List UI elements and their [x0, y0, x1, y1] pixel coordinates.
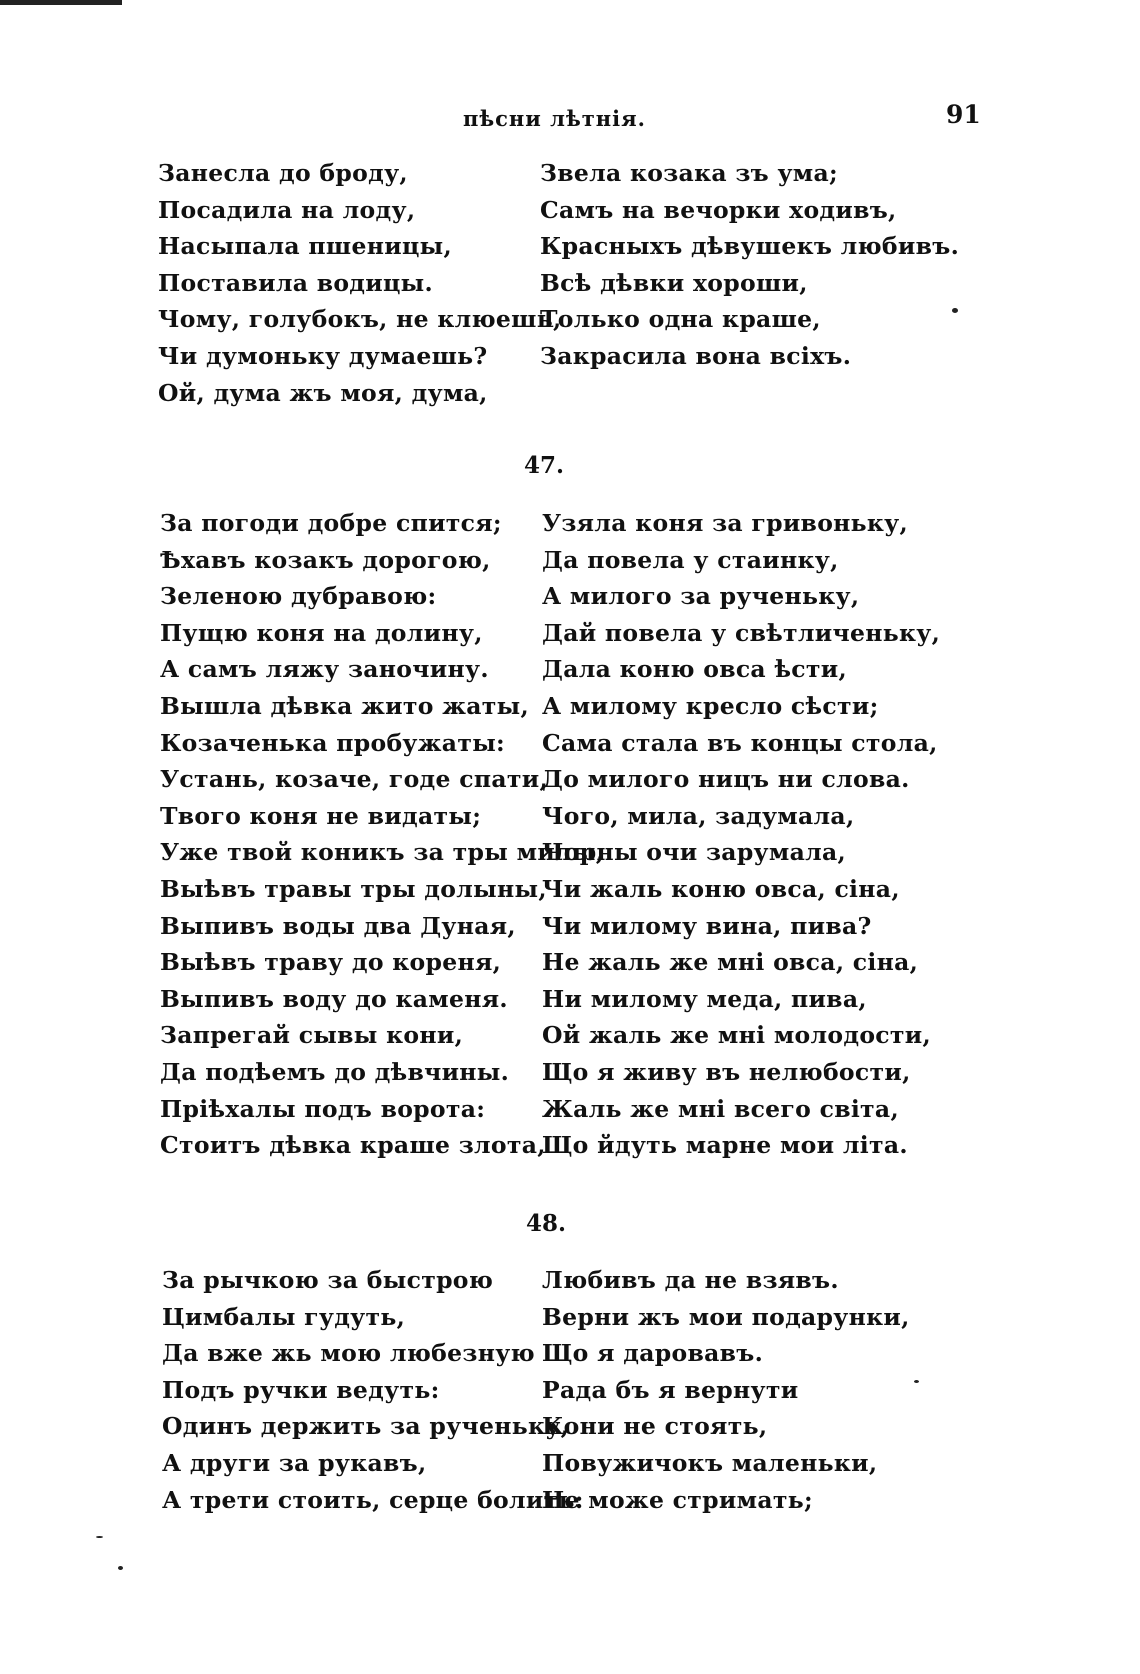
verse-line: Одинъ держить за рученьку,	[162, 1412, 570, 1441]
verse-line: Чорны очи зарумала,	[542, 838, 847, 867]
verse-line: Ни милому меда, пива,	[542, 984, 867, 1013]
verse-line: Закрасила вона всіхъ.	[540, 341, 852, 370]
verse-line: Выѣвъ травы тры долыны,	[160, 874, 547, 903]
verse-line: А самъ ляжу заночину.	[160, 655, 489, 684]
verse-line: Чи милому вина, пива?	[542, 911, 872, 940]
verse-line: Не жаль же мні овса, сіна,	[542, 948, 919, 977]
verse-line: Да подѣемъ до дѣвчины.	[160, 1057, 510, 1086]
verse-line: Чому, голубокъ, не клюешь,	[158, 305, 562, 334]
verse-line: Не може стримать;	[542, 1485, 813, 1514]
song-number-47: 47.	[524, 452, 565, 479]
verse-line: Дала коню овса ѣсти,	[542, 655, 847, 684]
verse-line: Только одна краше,	[540, 305, 821, 334]
verse-line: Да вже жь мою любезную	[162, 1339, 535, 1368]
verse-line: Рада бъ я вернути	[542, 1375, 799, 1404]
verse-line: Чого, мила, задумала,	[542, 801, 855, 830]
verse-line: А милого за рученьку,	[542, 582, 860, 611]
verse-line: Посадила на лоду,	[158, 195, 416, 224]
song-48-left-column	[162, 1262, 584, 1518]
verse-line: Зеленою дубравою:	[160, 582, 437, 611]
verse-line: Стоитъ дѣвка краше злота,	[160, 1131, 546, 1160]
stanza-continuation-right	[540, 155, 959, 375]
ink-speck	[118, 1566, 123, 1570]
verse-line: Любивъ да не взявъ.	[542, 1266, 839, 1294]
verse-line: Пущю коня на долину,	[160, 618, 483, 647]
ink-speck	[914, 1380, 919, 1383]
verse-line: Ой, дума жъ моя, дума,	[158, 378, 488, 407]
verse-line: Красныхъ дѣвушекъ любивъ.	[540, 232, 960, 261]
verse-line: Чи думоньку думаешь?	[158, 341, 488, 370]
verse-line: Запрегай сывы кони,	[160, 1021, 464, 1050]
stanza-continuation-left	[158, 155, 561, 411]
verse-line: Чи жаль коню овса, сіна,	[542, 874, 900, 903]
verse-line: Уже твой коникъ за тры милы,	[160, 838, 605, 867]
verse-line: Цимбалы гудуть,	[162, 1302, 406, 1331]
ink-speck	[96, 1536, 103, 1538]
verse-line: Козаченька пробужаты:	[160, 728, 506, 757]
verse-line: Да повела у стаинку,	[542, 545, 839, 574]
verse-line: Кони не стоять,	[542, 1412, 768, 1441]
song-48-right-column	[542, 1262, 910, 1518]
verse-line: Выѣвъ траву до кореня,	[160, 948, 502, 977]
song-47-left-column	[160, 505, 604, 1164]
verse-line: Всѣ дѣвки хороши,	[540, 268, 808, 297]
verse-line: Поставила водицы.	[158, 268, 433, 297]
running-title: пѣсни лѣтнія.	[463, 106, 646, 131]
verse-line: А милому кресло сѣсти;	[542, 691, 879, 720]
ink-speck	[952, 308, 958, 313]
scan-edge-mark	[0, 0, 122, 5]
verse-line: Ѣхавъ козакъ дорогою,	[160, 545, 491, 574]
verse-line: Выпивъ воду до каменя.	[160, 984, 508, 1013]
verse-line: А трети стоить, серце болить:	[162, 1485, 584, 1514]
verse-line: Дай повела у свѣтличеньку,	[542, 618, 941, 647]
verse-line: Що я даровавъ.	[542, 1339, 764, 1368]
verse-line: Самъ на вечорки ходивъ,	[540, 195, 897, 224]
verse-line: Звела козака зъ ума;	[540, 159, 839, 187]
verse-line: Сама стала въ концы стола,	[542, 728, 938, 757]
verse-line: Жаль же мні всего світа,	[542, 1094, 899, 1123]
verse-line: Узяла коня за гривоньку,	[542, 509, 909, 537]
song-number-48: 48.	[526, 1210, 567, 1237]
verse-line: Верни жъ мои подарунки,	[542, 1302, 910, 1331]
verse-line: Насыпала пшеницы,	[158, 232, 452, 261]
song-47-right-column	[542, 505, 940, 1164]
verse-line: До милого ницъ ни слова.	[542, 765, 910, 794]
verse-line: Выпивъ воды два Дуная,	[160, 911, 516, 940]
verse-line: А други за рукавъ,	[162, 1448, 427, 1477]
verse-line: Пріѣхалы подъ ворота:	[160, 1094, 486, 1123]
verse-line: За погоди добре спится;	[160, 509, 502, 537]
verse-line: Подъ ручки ведуть:	[162, 1375, 440, 1404]
page-number: 91	[946, 100, 981, 129]
verse-line: Ой жаль же мні молодости,	[542, 1021, 931, 1050]
verse-line: За рычкою за быстрою	[162, 1266, 494, 1294]
verse-line: Повужичокъ маленьки,	[542, 1448, 878, 1477]
verse-line: Що я живу въ нелюбости,	[542, 1057, 911, 1086]
verse-line: Устань, козаче, годе спати,	[160, 765, 548, 794]
verse-line: Твого коня не видаты;	[160, 801, 482, 830]
verse-line: Занесла до броду,	[158, 159, 408, 187]
verse-line: Вышла дѣвка жито жаты,	[160, 691, 529, 720]
verse-line: Що йдуть марне мои літа.	[542, 1131, 908, 1160]
